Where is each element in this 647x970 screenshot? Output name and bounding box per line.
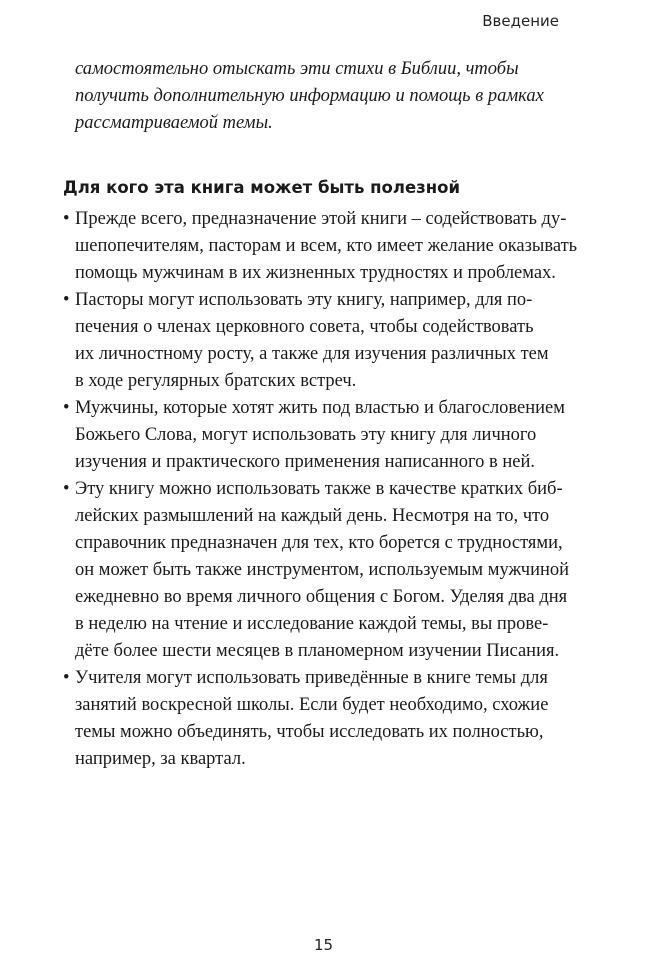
bullet-line: ежедневно во время личного общения с Богом. Уделяя два дня — [75, 587, 568, 607]
bullet-item — [63, 395, 583, 476]
intro-line: получить дополнительную информацию и помощь в рамках — [75, 86, 544, 106]
bullet-line: • Эту книгу можно использовать также в качестве кратких биб- — [75, 479, 563, 499]
bullet-line: например, за квартал. — [75, 749, 246, 769]
bullet-line: лейских размышлений на каждый день. Несмотря на то, что — [75, 506, 550, 526]
bullet-line: • Учителя могут использовать приведённые в книге темы для — [75, 668, 548, 688]
bullet-line: справочник предназначен для тех, кто борется с трудностями, — [75, 533, 563, 553]
bullet-line: • Мужчины, которые хотят жить под властью и благословением — [75, 398, 565, 418]
bullet-line: изучения и практического применения написанного в ней. — [75, 452, 536, 472]
bullet-line: занятий воскресной школы. Если будет необходимо, схожие — [75, 695, 549, 715]
intro-paragraph — [75, 56, 575, 137]
bullet-line: • Пасторы могут использовать эту книгу, например, для по- — [75, 290, 533, 310]
bullet-line: их личностному росту, а также для изучения различных тем — [75, 344, 549, 364]
bullet-item — [63, 206, 583, 287]
bullet-line: • Прежде всего, предназначение этой книги – содействовать ду- — [75, 209, 567, 229]
bullet-line: дёте более шести месяцев в планомерном изучении Писания. — [75, 641, 560, 661]
bullet-item — [63, 287, 583, 395]
bullet-item — [63, 476, 583, 665]
bullet-list — [63, 206, 583, 773]
section-heading: Для кого эта книга может быть полезной — [63, 178, 461, 197]
bullet-line: темы можно объединять, чтобы исследовать их полностью, — [75, 722, 544, 742]
page-number: 15 — [313, 936, 334, 954]
intro-line: рассматриваемой темы. — [75, 113, 273, 133]
bullet-line: Божьего Слова, могут использовать эту книгу для личного — [75, 425, 537, 445]
intro-line: самостоятельно отыскать эти стихи в Библии, чтобы — [75, 59, 519, 79]
bullet-line: помощь мужчинам в их жизненных трудностях и проблемах. — [75, 263, 556, 283]
bullet-line: в неделю на чтение и исследование каждой темы, вы прове- — [75, 614, 549, 634]
bullet-item — [63, 665, 583, 773]
bullet-line: шепопечителям, пасторам и всем, кто имеет желание оказывать — [75, 236, 578, 256]
bullet-line: в ходе регулярных братских встреч. — [75, 371, 357, 391]
running-header: Введение — [482, 12, 559, 30]
bullet-line: печения о членах церковного совета, чтобы содействовать — [75, 317, 534, 337]
bullet-line: он может быть также инструментом, используемым мужчиной — [75, 560, 570, 580]
